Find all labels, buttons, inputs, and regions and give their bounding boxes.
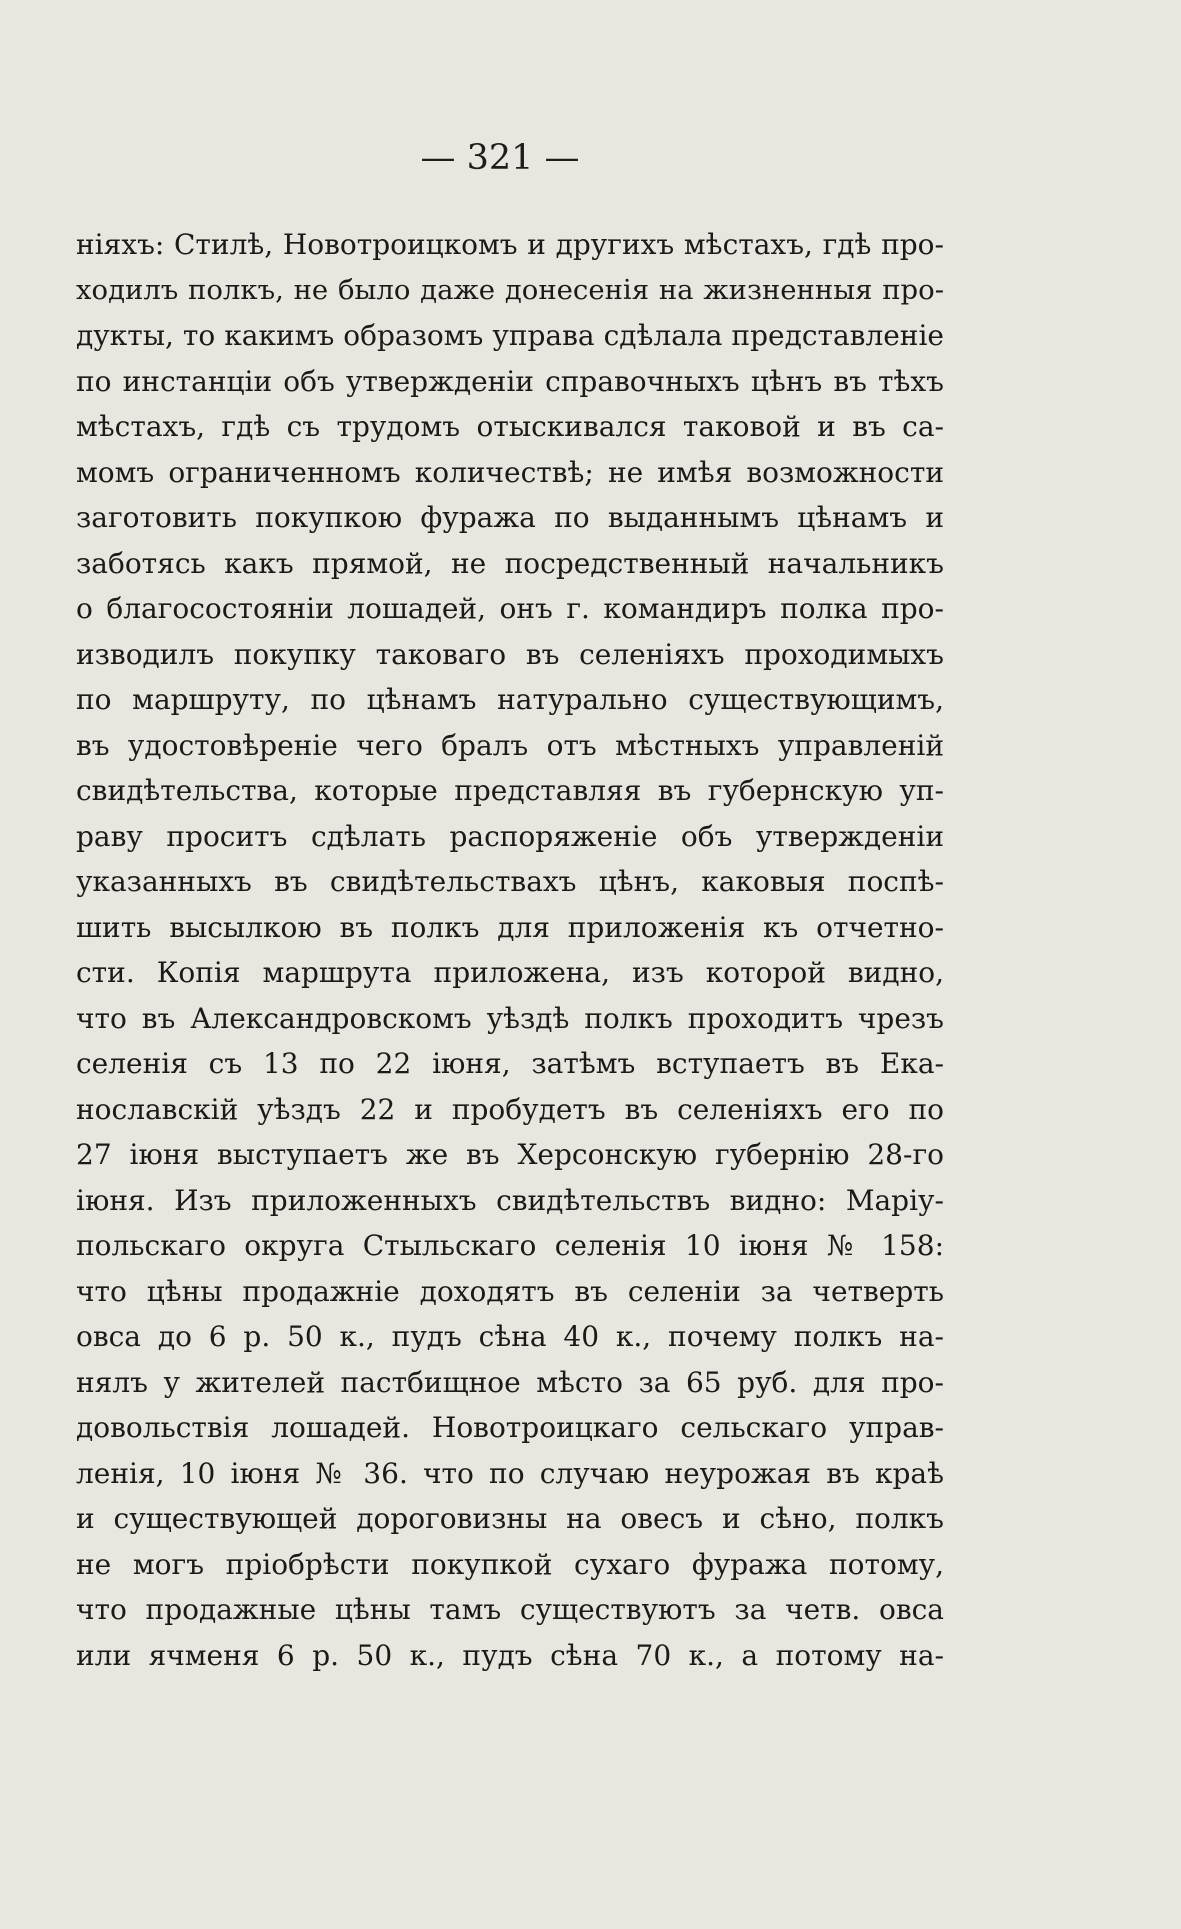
text-line: по маршруту, по цѣнамъ натурально существующимъ, xyxy=(76,683,944,716)
text-line: ленія, 10 іюня № 36. что по случаю неурожая въ краѣ xyxy=(76,1456,944,1490)
body-text xyxy=(76,222,944,1678)
text-line: довольствія лошадей. Новотроицкаго сельскаго управ- xyxy=(76,1411,944,1444)
text-line: 27 іюня выступаетъ же въ Херсонскую губернію 28-го xyxy=(76,1138,944,1171)
text-line: ніяхъ: Стилѣ, Новотроицкомъ и другихъ мѣстахъ, гдѣ про- xyxy=(76,228,944,261)
text-line: нялъ у жителей пастбищное мѣсто за 65 руб. для про- xyxy=(76,1365,944,1399)
text-line: іюня. Изъ приложенныхъ свидѣтельствъ видно: Маріу- xyxy=(76,1183,944,1217)
text-line: нославскій уѣздъ 22 и пробудетъ въ селеніяхъ его по xyxy=(76,1092,944,1126)
page-number: — 321 — xyxy=(420,138,580,178)
text-line: и существующей дороговизны на овесъ и сѣно, полкъ xyxy=(76,1502,944,1535)
text-line: что цѣны продажніе доходятъ въ селеніи за четверть xyxy=(76,1274,944,1308)
text-line: мѣстахъ, гдѣ съ трудомъ отыскивался таковой и въ са- xyxy=(76,410,944,443)
text-line: по инстанціи объ утвержденіи справочныхъ цѣнъ въ тѣхъ xyxy=(76,364,944,398)
text-line: не могъ пріобрѣсти покупкой сухаго фуража потому, xyxy=(76,1547,944,1581)
text-line: овса до 6 р. 50 к., пудъ сѣна 40 к., почему полкъ на- xyxy=(76,1320,944,1353)
text-line: что продажные цѣны тамъ существуютъ за четв. овса xyxy=(76,1593,944,1626)
text-line: что въ Александровскомъ уѣздѣ полкъ проходитъ чрезъ xyxy=(76,1001,944,1035)
text-line: заготовить покупкою фуража по выданнымъ цѣнамъ и xyxy=(76,501,944,534)
text-line: шить высылкою въ полкъ для приложенія къ отчетно- xyxy=(76,910,944,944)
text-line: свидѣтельства, которые представляя въ губернскую уп- xyxy=(76,774,944,807)
text-line: ходилъ полкъ, не было даже донесенія на жизненныя про- xyxy=(76,273,944,306)
text-line: или ячменя 6 р. 50 к., пудъ сѣна 70 к., а потому на- xyxy=(76,1638,944,1672)
text-line: сти. Копія маршрута приложена, изъ которой видно, xyxy=(76,956,944,989)
text-line: въ удостовѣреніе чего бралъ отъ мѣстныхъ управленій xyxy=(76,728,944,762)
text-line: момъ ограниченномъ количествѣ; не имѣя возможности xyxy=(76,455,944,489)
text-line: указанныхъ въ свидѣтельствахъ цѣнъ, каковыя поспѣ- xyxy=(76,865,944,898)
text-line: о благосостояніи лошадей, онъ г. командиръ полка про- xyxy=(76,592,944,625)
text-line: изводилъ покупку таковаго въ селеніяхъ проходимыхъ xyxy=(76,637,944,671)
text-line: польскаго округа Стыльскаго селенія 10 іюня № 158: xyxy=(76,1229,944,1262)
text-line: дукты, то какимъ образомъ управа сдѣлала представленіе xyxy=(76,319,944,352)
text-line: раву проситъ сдѣлать распоряженіе объ утвержденіи xyxy=(76,819,944,853)
text-line: заботясь какъ прямой, не посредственный начальникъ xyxy=(76,546,944,580)
text-line: селенія съ 13 по 22 іюня, затѣмъ вступаетъ въ Ека- xyxy=(76,1047,944,1080)
